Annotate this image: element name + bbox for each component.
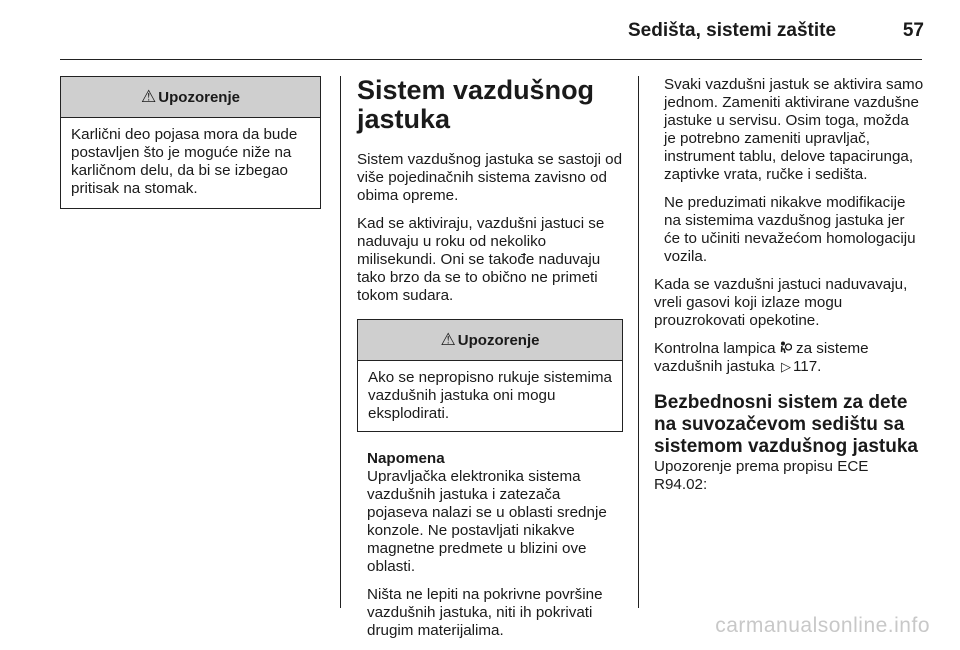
column-divider-2 bbox=[638, 76, 639, 608]
lamp-text: za sisteme vazdušnih jastuka bbox=[654, 340, 869, 375]
airbag-warning-lamp-icon bbox=[780, 340, 796, 357]
warning-triangle-icon: ⚠ bbox=[440, 330, 456, 349]
page-reference-arrow-icon[interactable]: ▷ bbox=[780, 359, 791, 374]
indented-block bbox=[654, 76, 924, 266]
paragraph: Sistem vazdušnog jastuka se sastoji od više pojedinačnih sistema zavisno od obima opreme. bbox=[357, 151, 623, 204]
section-heading: Sistem vazdušnog jastuka bbox=[357, 75, 595, 134]
warning-label: Upozorenje bbox=[158, 89, 240, 106]
paragraph: Ne preduzimati nikakve modifikacije na sistemima vazdušnog jastuka jer će to učiniti nevažećom homologaciju vozila. bbox=[664, 194, 916, 265]
paragraph: Kad se aktiviraju, vazdušni jastuci se naduvaju u roku od nekoliko milisekundi. Oni se takođe naduvaju tako brzo da se to obično ne primeti tokom sudara. bbox=[357, 215, 605, 304]
paragraph: Kada se vazdušni jastuci naduvavaju, vreli gasovi koji izlaze mogu prouzrokovati opekotine. bbox=[654, 276, 908, 329]
column-divider-1 bbox=[340, 76, 341, 608]
page-number: 57 bbox=[902, 20, 924, 41]
lamp-text: Kontrolna lampica bbox=[654, 340, 776, 357]
warning-header bbox=[61, 77, 320, 118]
warning-box bbox=[357, 319, 623, 432]
column-1 bbox=[60, 76, 321, 209]
warning-text: Karlični deo pojasa mora da bude postavljen što je moguće niže na karličnom delu, da bi se izbegao pritisak na stomak. bbox=[71, 126, 298, 197]
note-paragraph: Upravljačka elektronika sistema vazdušnih jastuka i zatezača pojaseva nalazi se u oblasti srednje konzole. Ne postavljati nikakve magnetne predmete u blizini ove oblasti. bbox=[367, 468, 607, 575]
header-rule bbox=[60, 59, 922, 60]
note-block bbox=[357, 450, 623, 640]
column-3 bbox=[654, 76, 924, 504]
note-paragraph: Ništa ne lepiti na pokrivne površine vazdušnih jastuka, niti ih pokrivati drugim materijalima. bbox=[367, 586, 603, 639]
page-title: Sedišta, sistemi zaštite bbox=[628, 20, 837, 41]
watermark: carmanualsonline.info bbox=[715, 614, 930, 637]
warning-triangle-icon: ⚠ bbox=[141, 87, 157, 106]
paragraph bbox=[654, 340, 924, 376]
page-reference[interactable]: 117. bbox=[792, 358, 822, 375]
warning-box bbox=[60, 76, 321, 209]
subsection-heading: Bezbednosni sistem za dete na suvozačevom sedištu sa sistemom vazdušnog jastuka bbox=[654, 392, 918, 457]
warning-header bbox=[358, 320, 622, 361]
column-2 bbox=[357, 76, 623, 650]
paragraph: Svaki vazdušni jastuk se aktivira samo jednom. Zameniti aktivirane vazdušne jastuke u servisu. Osim toga, možda je potrebno zameniti upravljač, instrument tablu, delove tapacirunga, zaptivke vrata, ručke i sedišta. bbox=[664, 76, 924, 183]
paragraph: Upozorenje prema propisu ECE R94.02: bbox=[654, 458, 869, 493]
warning-label: Upozorenje bbox=[457, 332, 540, 349]
note-title: Napomena bbox=[367, 450, 445, 467]
warning-text: Ako se nepropisno rukuje sistemima vazdušnih jastuka oni mogu eksplodirati. bbox=[368, 369, 612, 422]
